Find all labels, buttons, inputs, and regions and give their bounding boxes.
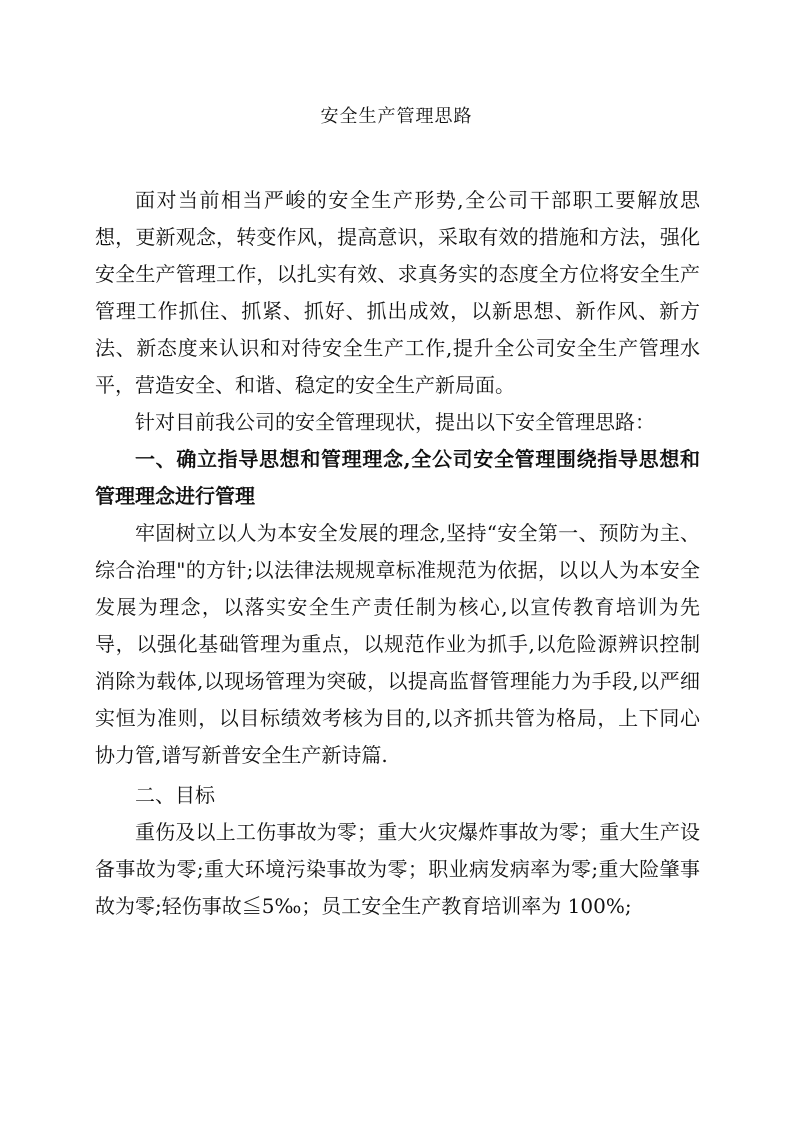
- intro-paragraph: 面对当前相当严峻的安全生产形势,全公司干部职工要解放思想，更新观念，转变作风，提高意识，采取有效的措施和方法，强化安全生产管理工作，以扎实有效、求真务实的态度全方位将安全生产管理工作抓住、抓紧、抓好、抓出成效，以新思想、新作风、新方法、新态度来认识和对待安全生产工作,提升全公司安全生产管理水平，营造安全、和谐、稳定的安全生产新局面。: [95, 188, 700, 397]
- approach-paragraph: 针对目前我公司的安全管理现状，提出以下安全管理思路：: [135, 410, 655, 434]
- section-heading-guiding-ideas: 一、确立指导思想和管理理念,全公司安全管理围绕指导思想和管理理念进行管理: [95, 447, 700, 508]
- document-body: [95, 182, 700, 925]
- goals-paragraph: 重伤及以上工伤事故为零；重大火灾爆炸事故为零；重大生产设备事故为零;重大环境污染事故为零；职业病发病率为零;重大险肇事故为零;轻伤事故≦5‰；员工安全生产教育培训率为 100%;: [95, 820, 700, 918]
- section-heading-goals: 二、目标: [135, 783, 215, 807]
- document-title: 安全生产管理思路: [320, 106, 473, 127]
- guiding-ideas-paragraph: 牢固树立以人为本安全发展的理念,坚持“安全第一、预防为主、综合治理"的方针;以法律法规规章标准规范为依据，以以人为本安全发展为理念，以落实安全生产责任制为核心,以宣传教育培训为先导，以强化基础管理为重点，以规范作业为抓手,以危险源辨识控制消除为载体,以现场管理为突破，以提高监督管理能力为手段,以严细实恒为准则，以目标绩效考核为目的,以齐抓共管为格局，上下同心协力管,谱写新普安全生产新诗篇.: [95, 521, 700, 767]
